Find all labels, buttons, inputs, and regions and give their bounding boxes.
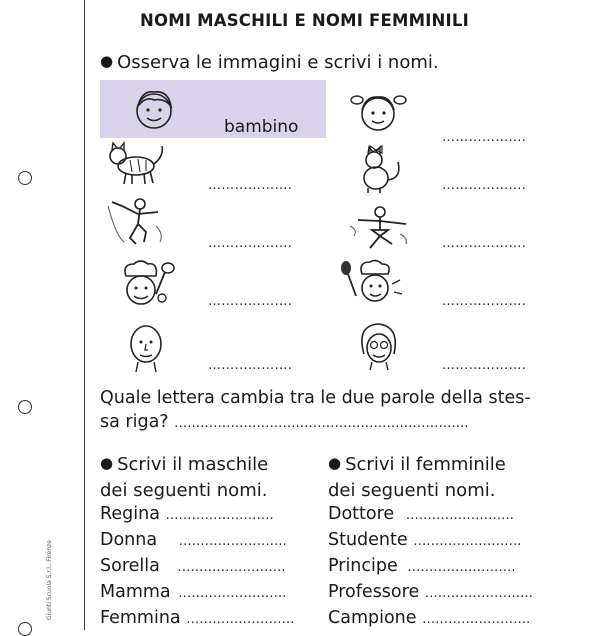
answer-blank[interactable]: ………………. — [208, 236, 293, 251]
word-row — [100, 608, 294, 628]
word-label: Mamma — [100, 582, 171, 602]
word-label: Studente — [328, 530, 408, 550]
answer-blank[interactable]: ………………. — [208, 294, 293, 309]
word-label: Principe — [328, 556, 398, 576]
answer-blank[interactable]: ………………. — [442, 236, 527, 251]
answer-blank[interactable]: ……………………. — [413, 534, 522, 549]
publisher-credit: Giunti Scuola S.r.l., Firenze — [46, 540, 53, 620]
answer-blank[interactable]: ……………………. — [405, 508, 514, 523]
word-label: Professore — [328, 582, 420, 602]
right-column-heading — [328, 452, 506, 504]
answer-blank[interactable]: ………………. — [442, 358, 527, 373]
answer-blank[interactable]: ………………. — [442, 294, 527, 309]
binder-hole-icon — [18, 171, 32, 185]
word-row — [100, 582, 286, 602]
answer-blank[interactable]: ……………………. — [178, 586, 287, 601]
answer-blank[interactable]: ……………………. — [407, 560, 516, 575]
female-dancer-icon — [344, 204, 412, 256]
answer-blank[interactable]: ……………………. — [178, 534, 287, 549]
boy-face-icon — [124, 84, 192, 136]
page-title: NOMI MASCHILI E NOMI FEMMINILI — [140, 11, 469, 30]
girl-face-icon — [344, 84, 412, 136]
word-label: Campione — [328, 608, 417, 628]
right-heading-line-2: dei seguenti nomi. — [328, 480, 496, 501]
word-row — [328, 530, 521, 550]
word-label: Dottore — [328, 504, 395, 524]
word-row — [328, 556, 515, 576]
word-row — [100, 556, 286, 576]
example-answer: bambino — [224, 117, 299, 137]
cat-icon — [100, 138, 168, 190]
female-cat-icon — [346, 144, 414, 196]
question-line-1: Quale lettera cambia tra le due parole della stes- — [100, 388, 531, 408]
answer-blank[interactable]: ……………………. — [177, 560, 286, 575]
answer-blank[interactable]: ……………………. — [165, 508, 274, 523]
answer-blank[interactable]: ………………. — [208, 178, 293, 193]
answer-blank[interactable]: ………………………………………………………….. — [174, 416, 469, 431]
word-label: Donna — [100, 530, 158, 550]
answer-blank[interactable]: ……………………. — [424, 586, 533, 601]
word-label: Femmina — [100, 608, 181, 628]
question-line-2-text: sa riga? — [100, 412, 169, 432]
word-row — [328, 504, 514, 524]
bullet-icon: ● — [100, 454, 114, 472]
margin-line — [84, 0, 85, 630]
male-dancer-icon — [100, 196, 168, 248]
left-column-heading — [100, 452, 268, 504]
bullet-icon: ● — [328, 454, 342, 472]
word-label: Sorella — [100, 556, 160, 576]
question — [100, 386, 531, 436]
answer-blank[interactable]: ………………. — [442, 178, 527, 193]
female-cook-icon — [336, 258, 404, 310]
left-heading-line-2: dei seguenti nomi. — [100, 480, 268, 501]
old-woman-icon — [344, 320, 412, 372]
binder-hole-icon — [18, 622, 32, 636]
male-cook-icon — [112, 258, 180, 310]
binder-hole-icon — [18, 400, 32, 414]
left-heading-line-1: Scrivi il maschile — [117, 454, 269, 475]
bullet-icon: ● — [100, 52, 114, 70]
question-line-2 — [100, 410, 531, 436]
exercise1-instruction — [100, 52, 439, 73]
answer-blank[interactable]: ……………………. — [186, 612, 295, 627]
exercise1-instruction-text: Osserva le immagini e scrivi i nomi. — [117, 52, 439, 73]
word-row — [100, 530, 287, 550]
word-label: Regina — [100, 504, 160, 524]
answer-blank[interactable]: ……………………. — [422, 612, 531, 627]
word-row — [100, 504, 274, 524]
answer-blank[interactable]: ………………. — [208, 358, 293, 373]
answer-blank[interactable]: ………………. — [442, 130, 527, 145]
right-heading-line-1: Scrivi il femminile — [345, 454, 506, 475]
word-row — [328, 582, 533, 602]
word-row — [328, 608, 530, 628]
old-man-icon — [118, 320, 186, 372]
